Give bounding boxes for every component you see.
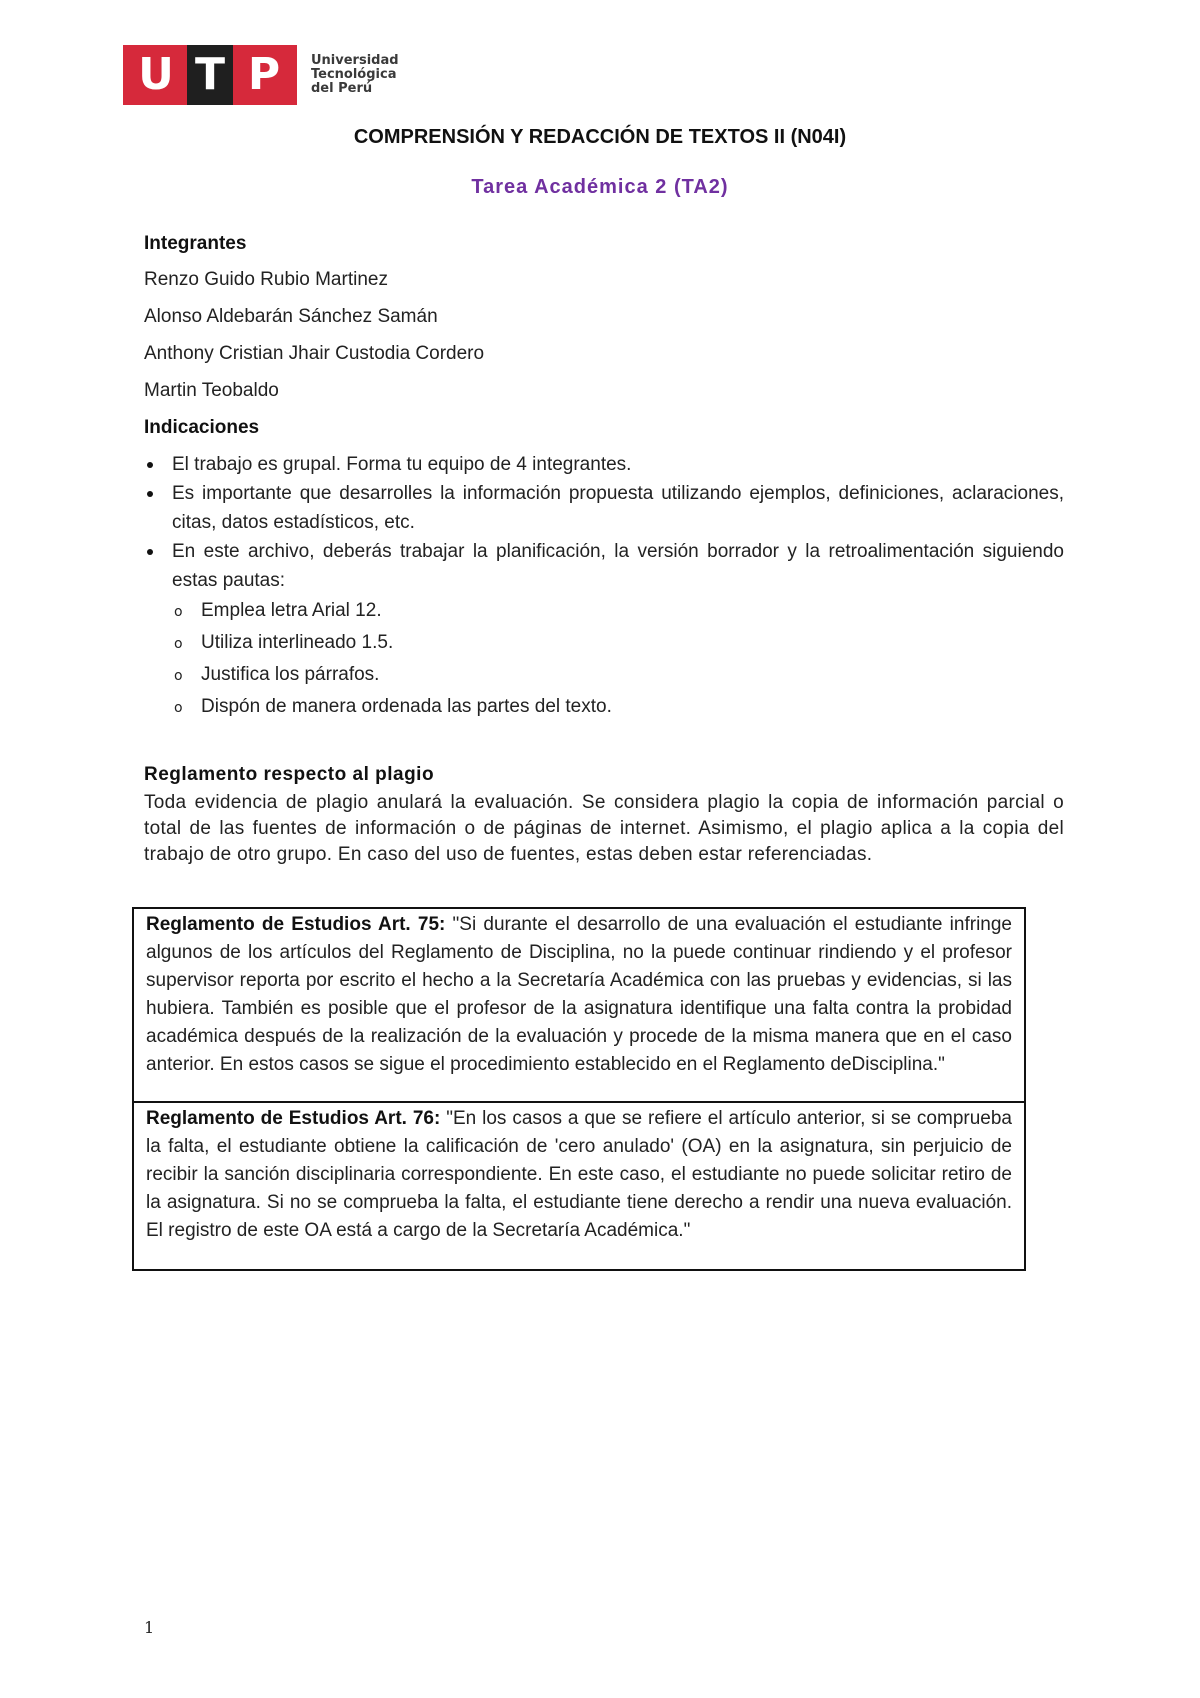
member-name: Renzo Guido Rubio Martinez <box>144 269 388 290</box>
instruction-bullet: Es importante que desarrolles la información propuesta utilizando ejemplos, definiciones, aclaraciones, citas, datos estadísticos, etc. <box>144 479 1064 537</box>
logo-text-line1: Universidad <box>311 53 399 68</box>
member-name: Alonso Aldebarán Sánchez Samán <box>144 306 438 327</box>
format-guideline: o Justifica los párrafos. <box>144 659 1064 691</box>
rule-text: "En los casos a que se refiere el artículo anterior, si se comprueba la falta, el estudiante obtiene la calificación de 'cero anulado' (OA) en la asignatura, sin perjuicio de recibir la sanción disciplinaria correspondiente. En este caso, el estudiante no puede solicitar retiro de la asignatura. Si no se comprueba la falta, el estudiante tiene derecho a rendir una nueva evaluación. El registro de este OA está a cargo de la Secretaría Académica." <box>146 1108 1012 1241</box>
instruction-bullet: En este archivo, deberás trabajar la planificación, la versión borrador y la retroalimentación siguiendo estas pautas: <box>144 537 1064 595</box>
members-heading: Integrantes <box>144 233 247 254</box>
logo-mark <box>123 45 297 105</box>
rule-text: "Si durante el desarrollo de una evaluación el estudiante infringe algunos de los artículos del Reglamento de Disciplina, no la puede continuar rindiendo y el profesor supervisor reporta por escrito el hecho a la Secretaría Académica con las pruebas y evidencias, si las hubiera. También es posible que el profesor de la asignatura identifique una falta contra la probidad académica después de la realización de la evaluación y procede de la misma manera que en el caso anterior. En estos casos se sigue el procedimiento establecido en el Reglamento deDisciplina." <box>146 914 1012 1075</box>
rule-box-art-75 <box>132 907 1026 1103</box>
format-guideline: o Utiliza interlineado 1.5. <box>144 627 1064 659</box>
logo-letter-t: T <box>187 45 233 105</box>
page-number: 1 <box>144 1618 155 1637</box>
logo-letter-p: P <box>247 49 281 100</box>
utp-logo <box>123 45 399 105</box>
plagiarism-heading: Reglamento respecto al plagio <box>144 764 435 785</box>
logo-text-line2: Tecnológica <box>311 67 397 82</box>
logo-letter-u: U <box>138 49 174 100</box>
instruction-bullet: El trabajo es grupal. Forma tu equipo de 4 integrantes. <box>144 450 1064 479</box>
course-title: COMPRENSIÓN Y REDACCIÓN DE TEXTOS II (N04I) <box>353 126 847 148</box>
rule-label: Reglamento de Estudios Art. 75: <box>146 914 446 935</box>
rule-label: Reglamento de Estudios Art. 76: <box>146 1108 441 1129</box>
logo-wordmark <box>311 54 399 96</box>
plagiarism-text: Toda evidencia de plagio anulará la evaluación. Se considera plagio la copia de información parcial o total de las fuentes de información o de páginas de internet. Asimismo, el plagio aplica a la copia del trabajo de otro grupo. En caso del uso de fuentes, estas deben estar referenciadas. <box>144 792 1064 865</box>
rule-box-art-76 <box>132 1101 1026 1271</box>
member-name: Martin Teobaldo <box>144 380 279 401</box>
instructions-list <box>144 450 1064 723</box>
instructions-heading: Indicaciones <box>144 417 260 438</box>
format-guideline: o Dispón de manera ordenada las partes del texto. <box>144 691 1064 723</box>
member-name: Anthony Cristian Jhair Custodia Cordero <box>144 343 485 364</box>
task-title: Tarea Académica 2 (TA2) <box>471 176 729 198</box>
format-guideline: o Emplea letra Arial 12. <box>144 595 1064 627</box>
logo-text-line3: del Perú <box>311 81 373 96</box>
